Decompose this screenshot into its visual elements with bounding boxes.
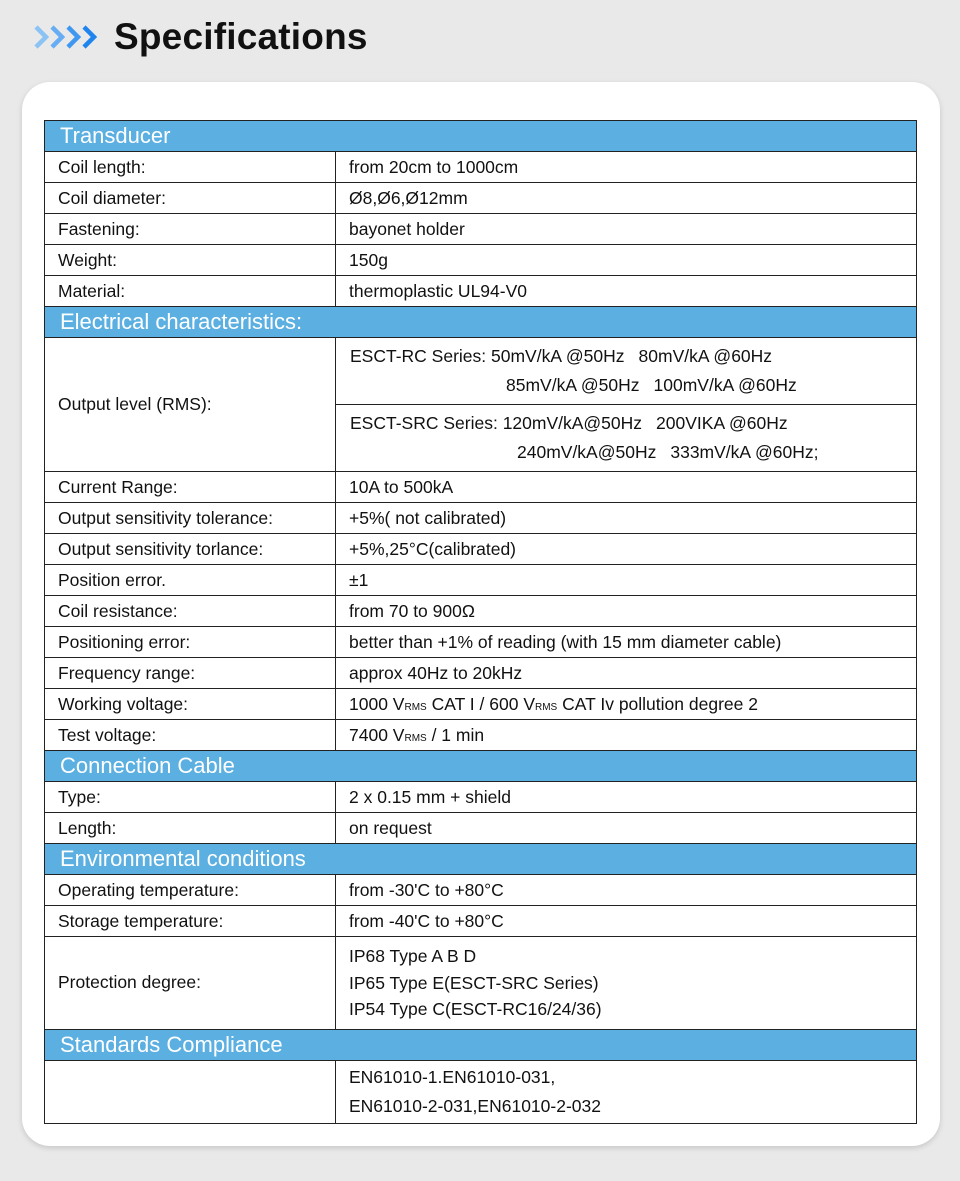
protection-line: IP54 Type C(ESCT-RC16/24/36) [349, 999, 602, 1019]
value: 333mV/kA @60Hz; [670, 442, 819, 462]
row-value: from 70 to 900Ω [336, 596, 917, 627]
table-row [45, 875, 917, 906]
standard-line: EN61010-1.EN61010-031, [349, 1066, 556, 1087]
table-row [45, 565, 917, 596]
row-value: from 20cm to 1000cm [336, 152, 917, 183]
series-name: ESCT-SRC Series: [350, 413, 498, 433]
row-label: Length: [45, 813, 336, 844]
table-row [45, 472, 917, 503]
row-label: Output level (RMS): [45, 338, 336, 472]
table-row [45, 503, 917, 534]
subscript: RMS [404, 732, 427, 744]
row-label: Frequency range: [45, 658, 336, 689]
value-text: CAT I / 600 V [426, 693, 535, 714]
chevrons-icon [32, 24, 96, 50]
row-value: bayonet holder [336, 214, 917, 245]
table-row-test-voltage [45, 720, 917, 751]
value: 85mV/kA @50Hz [506, 375, 640, 395]
section-transducer [45, 121, 917, 152]
table-row [45, 152, 917, 183]
value: 100mV/kA @60Hz [653, 375, 797, 395]
value: 120mV/kA@50Hz [502, 413, 643, 433]
table-row [45, 534, 917, 565]
row-label: Fastening: [45, 214, 336, 245]
section-title: Connection Cable [45, 751, 917, 782]
row-label: Material: [45, 276, 336, 307]
row-label: Coil length: [45, 152, 336, 183]
row-value [336, 937, 917, 1030]
row-value [336, 689, 917, 720]
page-header [32, 14, 368, 60]
section-title: Electrical characteristics: [45, 307, 917, 338]
value-text: / 1 min [426, 724, 485, 745]
row-label: Output sensitivity tolerance: [45, 503, 336, 534]
chevron-right-icon [80, 24, 98, 50]
protection-line: IP68 Type A B D [349, 946, 477, 966]
table-row [45, 782, 917, 813]
row-label: Coil diameter: [45, 183, 336, 214]
table-row [45, 276, 917, 307]
row-value: +5%( not calibrated) [336, 503, 917, 534]
row-value: 150g [336, 245, 917, 276]
row-value [336, 1060, 917, 1123]
table-row [45, 813, 917, 844]
section-title: Standards Compliance [45, 1029, 917, 1060]
section-title: Environmental conditions [45, 844, 917, 875]
specifications-table [44, 120, 917, 1124]
row-label: Current Range: [45, 472, 336, 503]
value: 80mV/kA @60Hz [638, 346, 773, 366]
output-rc-block [336, 338, 916, 404]
table-row [45, 906, 917, 937]
row-label: Operating temperature: [45, 875, 336, 906]
row-label: Working voltage: [45, 689, 336, 720]
standard-line: EN61010-2-031,EN61010-2-032 [349, 1095, 601, 1116]
row-value: approx 40Hz to 20kHz [336, 658, 917, 689]
value: 240mV/kA@50Hz [517, 442, 657, 462]
section-standards [45, 1029, 917, 1060]
table-row-working-voltage [45, 689, 917, 720]
value-text: CAT Iv pollution degree 2 [557, 693, 758, 714]
row-value: ±1 [336, 565, 917, 596]
row-label: Weight: [45, 245, 336, 276]
table-row [45, 627, 917, 658]
row-label: Type: [45, 782, 336, 813]
table-row [45, 214, 917, 245]
subscript: RMS [404, 701, 427, 713]
row-value: 10A to 500kA [336, 472, 917, 503]
row-label: Position error. [45, 565, 336, 596]
row-value: Ø8,Ø6,Ø12mm [336, 183, 917, 214]
row-label: Positioning error: [45, 627, 336, 658]
row-value [336, 720, 917, 751]
row-label [45, 1060, 336, 1123]
protection-line: IP65 Type E(ESCT-SRC Series) [349, 972, 599, 993]
section-environment [45, 844, 917, 875]
row-value: on request [336, 813, 917, 844]
row-label: Protection degree: [45, 937, 336, 1030]
row-label: Storage temperature: [45, 906, 336, 937]
table-row-protection [45, 937, 917, 1030]
row-value: from -40'C to +80°C [336, 906, 917, 937]
section-title: Transducer [45, 121, 917, 152]
value-text: 7400 V [349, 724, 405, 745]
row-label: Coil resistance: [45, 596, 336, 627]
table-row-output-level [45, 338, 917, 472]
table-row [45, 183, 917, 214]
table-row-standards [45, 1060, 917, 1123]
row-value: 2 x 0.15 mm + shield [336, 782, 917, 813]
section-electrical [45, 307, 917, 338]
row-label: Test voltage: [45, 720, 336, 751]
page-title: Specifications [114, 16, 368, 57]
value: 50mV/kA @50Hz [491, 346, 625, 366]
value: 200VIKA @60Hz [656, 413, 788, 433]
row-value: +5%,25°C(calibrated) [336, 534, 917, 565]
row-value: thermoplastic UL94-V0 [336, 276, 917, 307]
row-label: Output sensitivity torlance: [45, 534, 336, 565]
output-src-block [336, 404, 916, 471]
row-value [336, 338, 917, 472]
value-text: 1000 V [349, 693, 405, 714]
table-row [45, 596, 917, 627]
row-value: better than +1% of reading (with 15 mm diameter cable) [336, 627, 917, 658]
section-cable [45, 751, 917, 782]
subscript: RMS [535, 701, 558, 713]
table-row [45, 245, 917, 276]
row-value: from -30'C to +80°C [336, 875, 917, 906]
table-row [45, 658, 917, 689]
series-name: ESCT-RC Series: [350, 346, 487, 366]
